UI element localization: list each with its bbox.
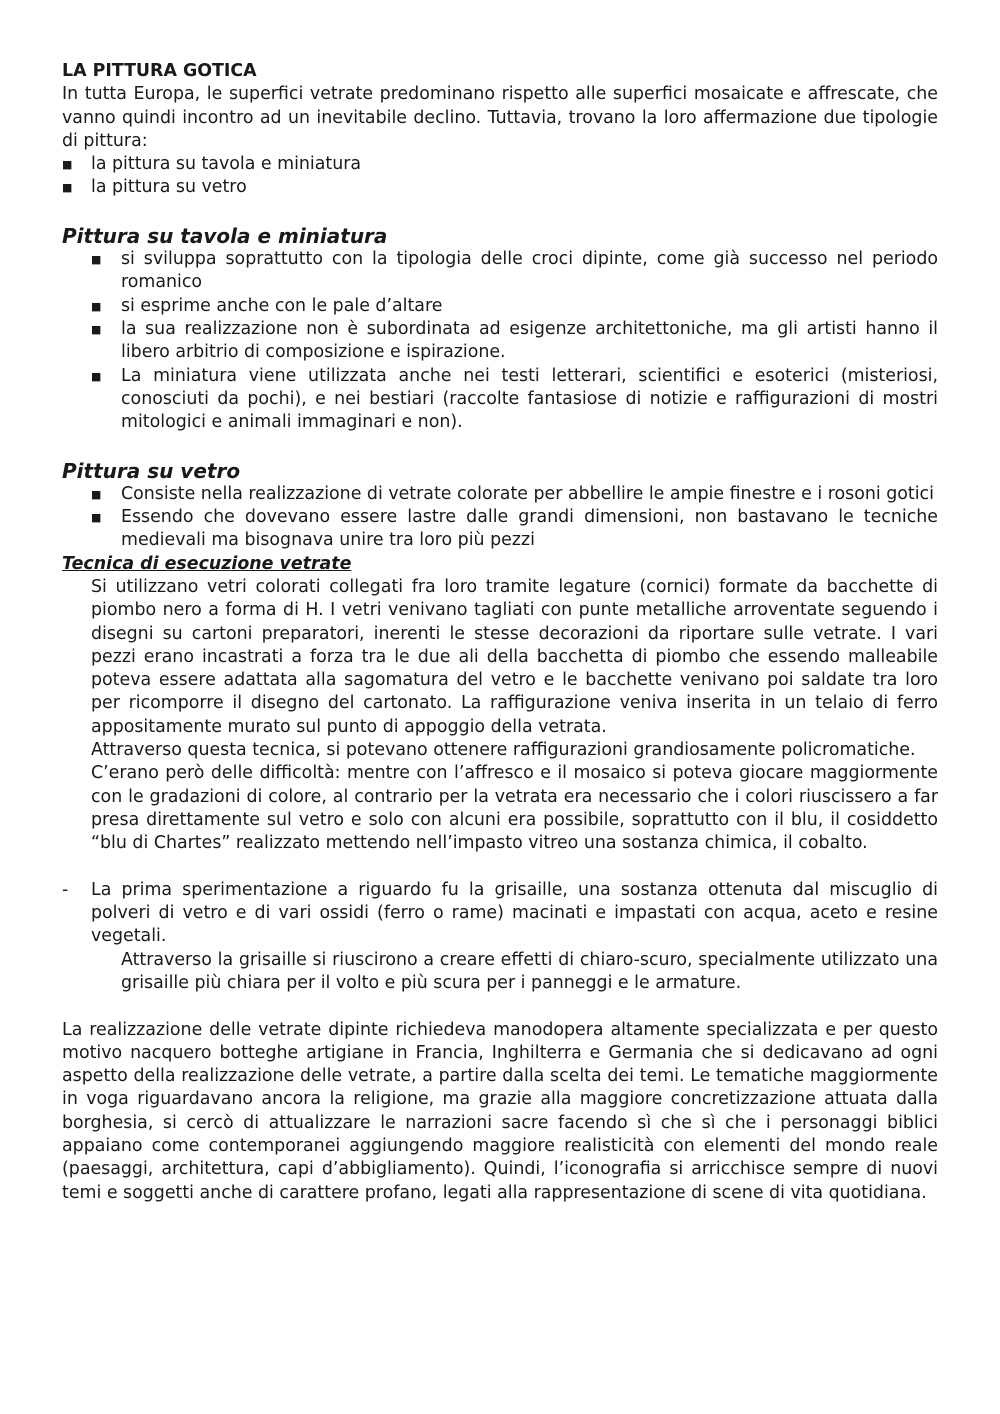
list-item-text: si esprime anche con le pale d’altare (121, 295, 443, 316)
list-item (62, 248, 938, 295)
list-item (62, 153, 938, 176)
subsection-heading-tecnica: Tecnica di esecuzione vetrate (62, 553, 352, 574)
technique-paragraph: Si utilizzano vetri colorati collegati fra loro tramite legature (cornici) formate da bacchette di piombo nero a forma di H. I vetri venivano tagliati con punte metalliche arroventate seguendo i disegni su cartoni preparatori, inerenti le stesse decorazioni da riportare sulle vetrate. I vari pezzi erano incastrati a forza tra le due ali della bacchetta di piombo che essendo malleabile poteva essere adattata alla sagomatura del vetro e le bacchette venivano poi saldate tra loro per ricomporre il disegno del cartonato. La raffigurazione veniva inserita in un telaio di ferro appositamente murato sul punto di appoggio della vetrata. (91, 576, 938, 737)
technique-paragraph: Attraverso questa tecnica, si potevano ottenere raffigurazioni grandiosamente policromatiche. (91, 740, 916, 761)
bullet-square-icon: ■ (91, 369, 102, 383)
document-title: LA PITTURA GOTICA (62, 61, 257, 81)
bullet-square-icon: ■ (91, 253, 102, 267)
section-heading-vetro: Pittura su vetro (62, 458, 241, 483)
intro-bullet-list (62, 153, 938, 200)
bullet-square-icon: ■ (62, 181, 73, 195)
blank-line (62, 200, 938, 223)
list-item (62, 176, 938, 199)
closing-paragraph: La realizzazione delle vetrate dipinte richiedeva manodopera altamente specializzata e per questo motivo nacquero botteghe artigiane in Francia, Inghilterra e Germania che si dedicavano ad ogni aspetto della realizzazione delle vetrate, a partire dalla scelta dei temi. Le tematiche maggiormente in voga riguardavano ancora la religione, ma grazie alla maggiore concretizzazione attuata dalla borghesia, si cercò di attualizzare le narrazioni sacre facendo sì che sì che i personaggi biblici appaiano come contemporanei aggiungendo maggiore realisticità con elementi del mondo reale (paesaggi, architettura, capi d’abbigliamento). Quindi, l’iconografia si arricchisce sempre di nuovi temi e soggetti anche di carattere profano, legati alla rappresentazione di scene di vita quotidiana. (62, 1019, 938, 1203)
blank-line (62, 995, 938, 1018)
bullet-square-icon: ■ (62, 158, 73, 172)
blank-line (62, 434, 938, 457)
technique-paragraph: C’erano però delle difficoltà: mentre con l’affresco e il mosaico si poteva giocare maggiormente con le gradazioni di colore, al contrario per la vetrata era necessario che i colori riuscissero a far presa direttamente sul vetro e solo con alcuni era possibile, soprattutto con il blu, il cosiddetto “blu di Chartes” realizzato mettendo nell’impasto vitreo una sostanza chimica, il cobalto. (91, 763, 938, 854)
intro-paragraph: In tutta Europa, le superfici vetrate predominano rispetto alle superfici mosaicate e affrescate, che vanno quindi incontro ad un inevitabile declino. Tuttavia, trovano la loro affermazione due tipologie di pittura: (62, 84, 938, 151)
vetro-bullet-list (62, 483, 938, 553)
document-page (62, 60, 938, 1205)
bullet-square-icon: ■ (91, 511, 102, 525)
bullet-square-icon: ■ (91, 487, 102, 501)
grisaille-paragraph: Attraverso la grisaille si riuscirono a creare effetti di chiaro-scuro, specialmente utilizzato una grisaille più chiara per il volto e più scura per i panneggi e le armature. (121, 949, 938, 993)
list-item (62, 365, 938, 435)
list-item-text: la pittura su tavola e miniatura (91, 154, 362, 175)
list-item (62, 295, 938, 318)
list-item-text: la pittura su vetro (91, 177, 247, 198)
list-item (62, 318, 938, 365)
list-item (62, 483, 938, 506)
bullet-square-icon: ■ (91, 322, 102, 336)
list-item-text: Consiste nella realizzazione di vetrate colorate per abbellire le ampie finestre e i rosoni gotici (121, 483, 934, 504)
dash-list-item (62, 879, 938, 949)
list-item-text: si sviluppa soprattutto con la tipologia delle croci dipinte, come già successo nel periodo romanico (121, 249, 938, 293)
section-heading-tavola: Pittura su tavola e miniatura (62, 224, 388, 249)
tavola-bullet-list (62, 248, 938, 434)
list-item-text: la sua realizzazione non è subordinata ad esigenze architettoniche, ma gli artisti hanno il libero arbitrio di composizione e ispirazione. (121, 318, 938, 363)
list-item-text: La prima sperimentazione a riguardo fu la grisaille, una sostanza ottenuta dal miscuglio di polveri di vetro e di vari ossidi (ferro o rame) macinati e impastati con acqua, aceto e resine vegetali. (91, 879, 938, 947)
list-item-text: La miniatura viene utilizzata anche nei testi letterari, scientifici e esoterici (misteriosi, conosciuti da pochi), e nei bestiari (raccolte fantasiose di notizie e raffigurazioni di mostri mitologici e animali immaginari e non). (121, 365, 938, 433)
bullet-square-icon: ■ (91, 299, 102, 313)
list-item (62, 506, 938, 553)
blank-line (62, 856, 938, 879)
dash-bullet-icon: - (62, 879, 69, 900)
list-item-text: Essendo che dovevano essere lastre dalle grandi dimensioni, non bastavano le tecniche medievali ma bisognava unire tra loro più pezzi (121, 507, 938, 551)
